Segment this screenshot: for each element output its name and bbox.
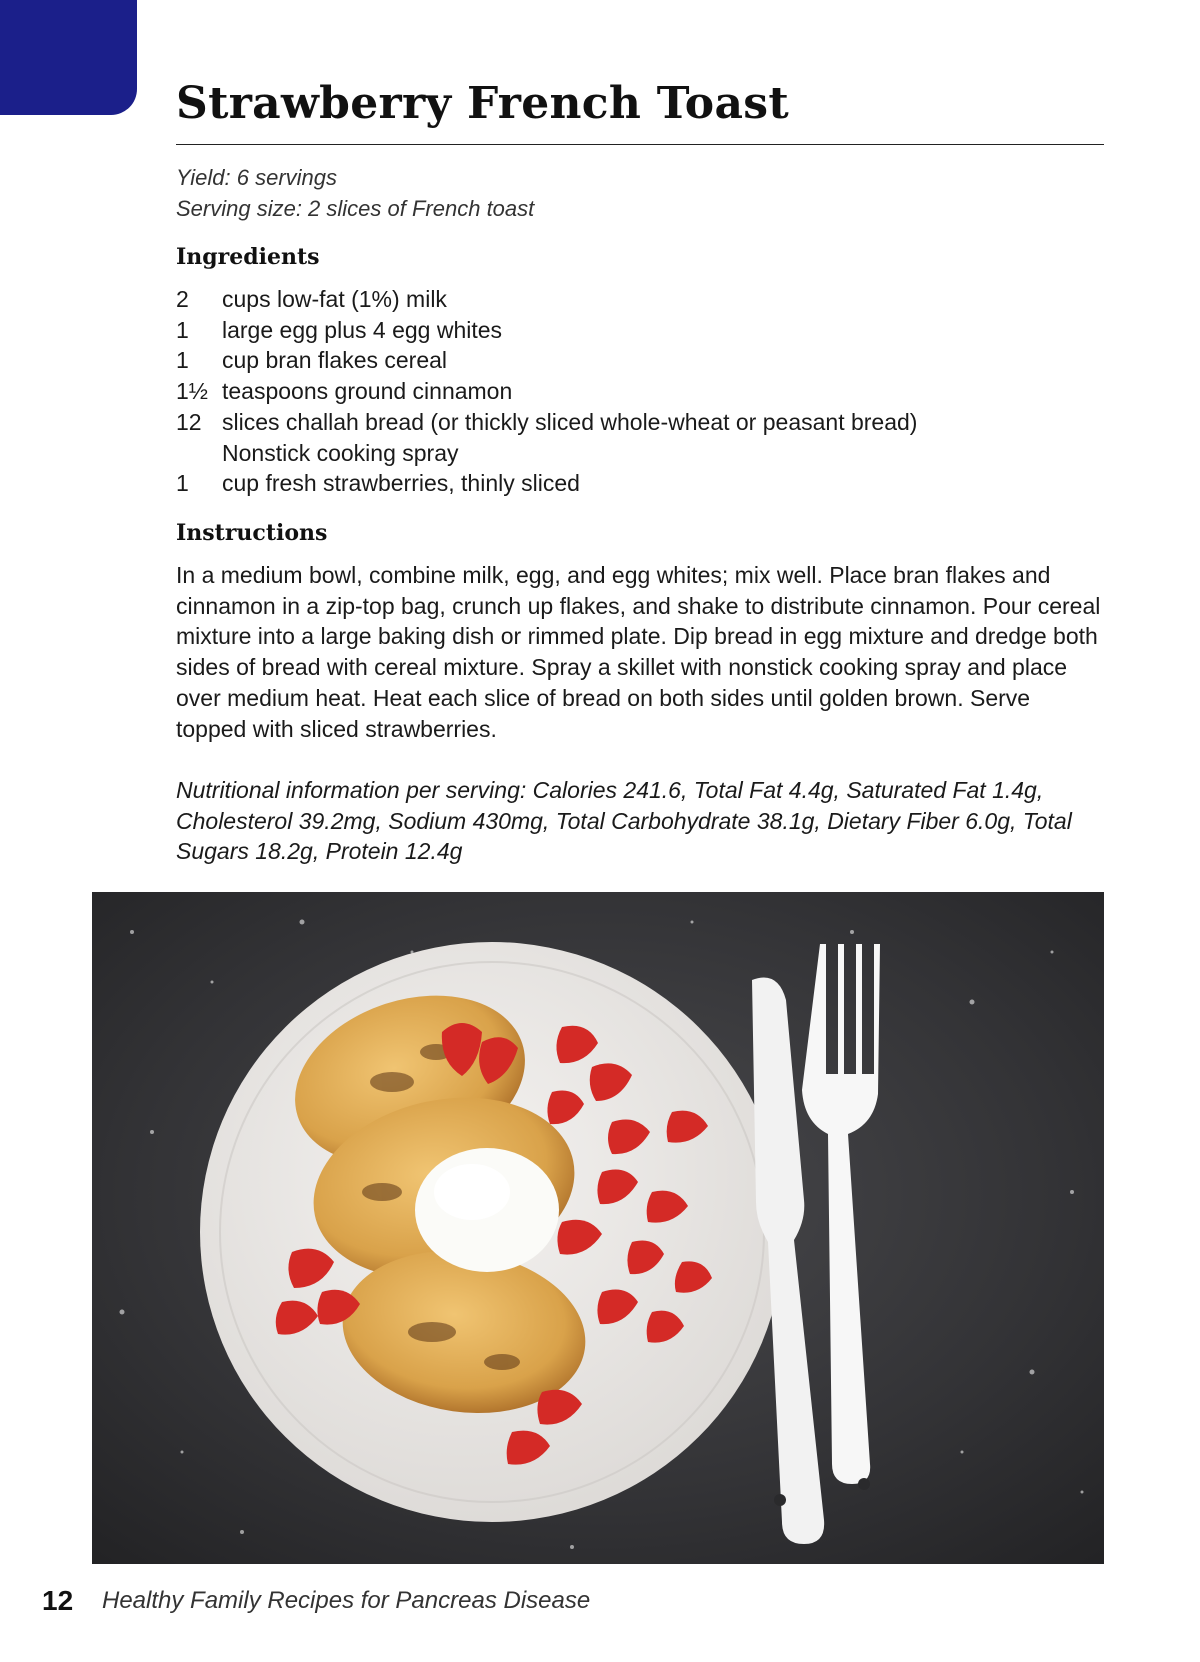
ingredient-item	[176, 438, 917, 469]
ingredients-heading: Ingredients	[176, 244, 320, 270]
ingredient-item	[176, 376, 917, 407]
page-number: 12	[42, 1585, 74, 1616]
ingredient-text: cups low-fat (1%) milk	[222, 286, 447, 312]
ingredient-qty: 1½	[176, 378, 208, 405]
ingredient-text: slices challah bread (or thickly sliced whole-wheat or peasant bread)	[222, 408, 918, 435]
ingredient-text: cup bran flakes cereal	[222, 347, 448, 374]
ingredient-text: cup fresh strawberries, thinly sliced	[222, 470, 580, 497]
nutrition-info: Nutritional information per serving: Calories 241.6, Total Fat 4.4g, Saturated Fat 1.4g, Cholesterol 39.2mg, Sodium 430mg, Total Carbohydrate 38.1g, Dietary Fiber 6.0g, Total Sugars 18.2g, Protein 12.4g	[176, 777, 1072, 865]
ingredient-text: Nonstick cooking spray	[222, 439, 459, 466]
ingredient-qty	[176, 438, 222, 469]
ingredient-item	[176, 284, 917, 315]
instructions-text: In a medium bowl, combine milk, egg, and egg whites; mix well. Place bran flakes and cinnamon in a zip-top bag, crunch up flakes, and shake to distribute cinnamon. Pour cereal mixture into a large baking dish or rimmed plate. Dip bread in egg mixture and dredge both sides of bread with cereal mixture. Spray a skillet with nonstick cooking spray and place over medium heat. Heat each slice of bread on both sides until golden brown. Serve topped with sliced strawberries.	[176, 562, 1101, 742]
ingredient-text: large egg plus 4 egg whites	[222, 316, 503, 343]
ingredient-item	[176, 315, 917, 346]
title-divider	[176, 144, 1104, 145]
ingredient-item	[176, 468, 917, 499]
ingredient-qty: 1	[176, 347, 189, 374]
instructions-heading: Instructions	[176, 520, 328, 546]
ingredient-item	[176, 407, 917, 438]
whipped-cream	[415, 1148, 559, 1272]
ingredient-qty: 1	[176, 316, 189, 343]
ingredient-item	[176, 345, 917, 376]
recipe-title: Strawberry French Toast	[176, 78, 789, 129]
ingredient-text: teaspoons ground cinnamon	[222, 378, 513, 405]
ingredient-qty: 2	[176, 286, 189, 312]
ingredient-qty: 1	[176, 470, 189, 497]
running-title: Healthy Family Recipes for Pancreas Disease	[102, 1587, 591, 1614]
recipe-serving-size: Serving size: 2 slices of French toast	[176, 196, 535, 221]
recipe-yield: Yield: 6 servings	[176, 165, 338, 190]
corner-accent-tab	[0, 0, 137, 115]
french-toast-photo	[92, 892, 1104, 1564]
ingredients-list	[176, 284, 917, 499]
ingredient-qty: 12	[176, 408, 202, 435]
recipe-meta	[176, 162, 534, 224]
